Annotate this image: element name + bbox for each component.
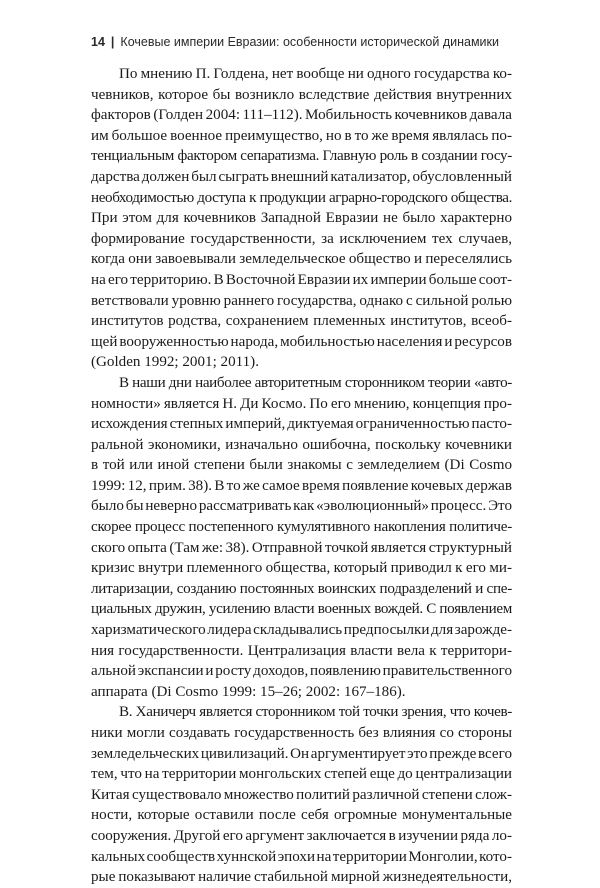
text-line: когда они завоевывали земледельческое общество и переселялись — [91, 251, 512, 268]
text-line: формирование государственности, за исключением тех случаев, — [91, 230, 512, 247]
text-line: исхождения степных империй, диктуемая ограниченностью пасто- — [91, 416, 512, 433]
text-line: кальных сообществ хуннской эпохи на территории Монголии, кото- — [91, 848, 512, 865]
text-line: чевников, которое бы возникло вследствие действия внутренних — [91, 86, 512, 103]
text-line: тем, что на территории монгольских степей еще до централизации — [91, 766, 512, 783]
text-line: скорее процесс постепенного кумулятивного накопления политиче- — [91, 519, 512, 536]
text-line: факторов (Голден 2004: 111–112). Мобильность кочевников давала — [91, 107, 512, 124]
text-line: ности, которые оставили после себя огромные монументальные — [91, 807, 512, 824]
text-line: в той или иной степени были знакомы с земледелием (Di Cosmo — [91, 457, 512, 474]
text-line: было бы неверно рассматривать как «эволюционный» процесс. Это — [91, 498, 512, 515]
text-line: ния государственности. Централизация власти вела к территори- — [91, 642, 512, 659]
body-text — [91, 64, 512, 888]
text-line: ветствовали уровню раннего государства, однако с сильной ролью — [91, 292, 512, 309]
running-head — [91, 35, 499, 53]
running-title: Кочевые империи Евразии: особенности исторической динамики — [120, 35, 499, 49]
text-line: земледельческих цивилизаций. Он аргументирует это прежде всего — [91, 745, 512, 762]
text-line: При этом для кочевников Западной Евразии не было характерно — [91, 210, 512, 227]
text-line: необходимостью доступа к продукции аграрно-городского общества. — [91, 189, 512, 206]
text-line: В. Ханичерч является сторонником той точки зрения, что кочев- — [119, 704, 512, 721]
text-line: номности» является Н. Ди Космо. По его мнению, концепция про- — [91, 395, 512, 412]
text-line: (Golden 1992; 2001; 2011). — [91, 354, 259, 371]
text-line: тенциальным фактором сепаратизма. Главную роль в создании госу- — [91, 148, 512, 165]
page-number: 14 — [91, 35, 105, 49]
text-line: ники могли создавать государственность без влияния со стороны — [91, 725, 512, 741]
text-line: Китая существовало множество политий различной степени слож- — [91, 786, 512, 803]
text-line: сооружения. Другой его аргумент заключается в изучении ряда ло- — [91, 827, 512, 844]
text-line: кризис внутри племенного общества, который приводил к его ми- — [91, 560, 512, 577]
text-line: им большое военное преимущество, но в то же время являлась по- — [91, 127, 512, 144]
text-line: По мнению П. Голдена, нет вообще ни одного государства ко- — [119, 66, 512, 82]
text-line: ского опыта (Там же: 38). Отправной точкой является структурный — [91, 539, 512, 556]
text-line: щей вооруженностью народа, мобильностью населения и ресурсов — [91, 333, 512, 350]
text-line: ральной экономики, изначально ошибочна, поскольку кочевники — [91, 436, 512, 453]
text-line: рые показывают наличие стабильной мирной жизнедеятельности, — [91, 869, 512, 886]
text-line: 1999: 12, прим. 38). В то же самое время появление кочевых держав — [91, 477, 512, 494]
text-line: аппарата (Di Cosmo 1999: 15–26; 2002: 167–186). — [91, 683, 406, 700]
text-line: институтов родства, сохранением племенных институтов, всеоб- — [91, 313, 512, 330]
text-line: В наши дни наиболее авторитетным сторонником теории «авто- — [119, 374, 512, 391]
text-line: дарства должен был сыграть внешний катализатор, обусловленный — [91, 168, 512, 185]
text-line: циальных дружин, усилению власти военных вождей. С появлением — [91, 601, 512, 618]
text-line: альной экспансии и росту доходов, появлению правительственного — [91, 663, 512, 680]
text-line: литаризации, созданию постоянных воинских подразделений и спе- — [91, 580, 512, 597]
text-line: харизматического лидера складывались предпосылки для зарожде- — [91, 622, 512, 639]
text-line: на его территорию. В Восточной Евразии их империи больше соот- — [91, 271, 512, 288]
header-separator: | — [110, 35, 115, 49]
